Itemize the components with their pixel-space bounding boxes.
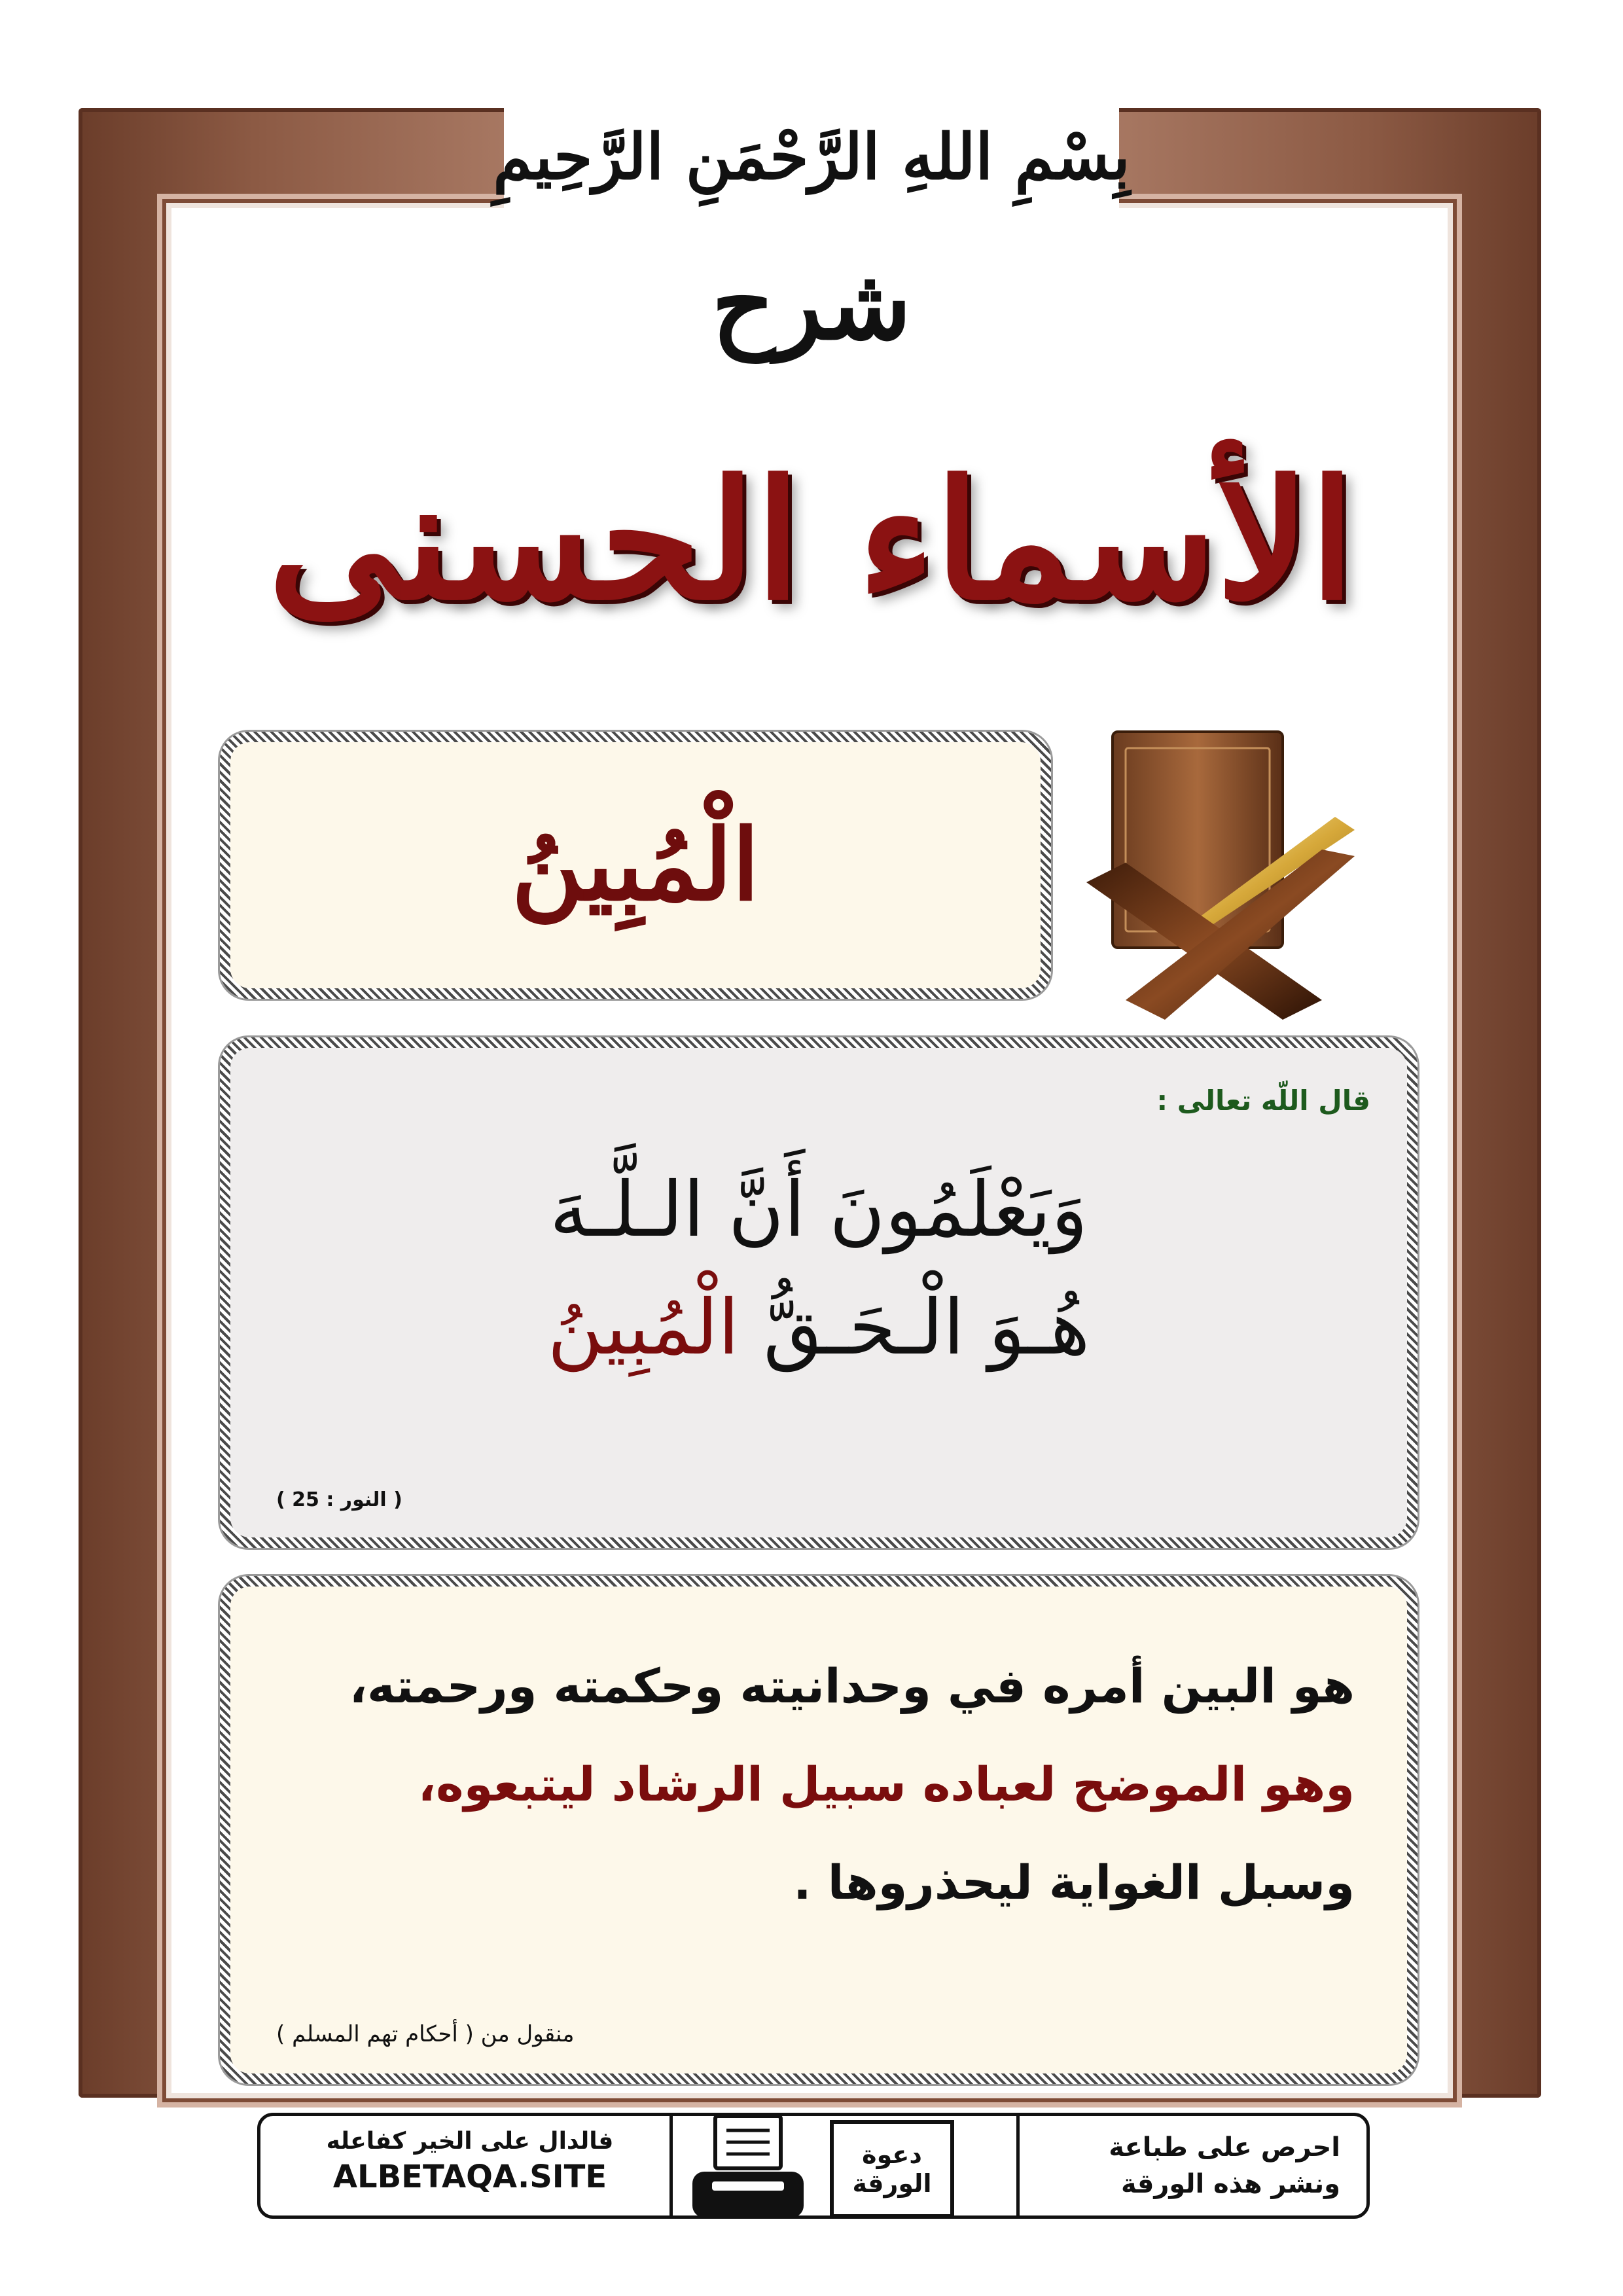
explanation-card-inner bbox=[230, 1587, 1407, 2073]
footer-divider bbox=[1016, 2116, 1020, 2215]
print-note-line-2: ونشر هذه الورقة bbox=[1120, 2169, 1340, 2199]
name-card-inner bbox=[230, 742, 1041, 988]
bismillah-calligraphy: بِسْمِ اللهِ الرَّحْمَنِ الرَّحِيمِ bbox=[493, 120, 1130, 194]
explanation-source: منقول من ( أحكام تهم المسلم ) bbox=[276, 2021, 575, 2047]
name-card bbox=[220, 732, 1051, 999]
series-title: الأسماء الحسنى bbox=[268, 444, 1355, 636]
verse-card bbox=[220, 1037, 1418, 1548]
verse-highlighted-name: الْمُبِينُ bbox=[547, 1283, 740, 1372]
explanation-line-3: وسبل الغواية ليحذروها . bbox=[793, 1855, 1355, 1910]
verse-line-2 bbox=[230, 1283, 1407, 1372]
verse-line-1: وَيَعْلَمُونَ أَنَّ الـلَّـهَ bbox=[549, 1166, 1088, 1254]
explanation-card bbox=[220, 1576, 1418, 2084]
verse-line-2-text: هُـوَ الْـحَـقُّ bbox=[739, 1283, 1090, 1372]
footer-site[interactable]: ALBETAQA.SITE bbox=[332, 2159, 607, 2195]
explanation-line-1: هو البين أمره في وحدانيته وحكمته ورحمته، bbox=[349, 1659, 1355, 1713]
print-note bbox=[1033, 2129, 1340, 2202]
footer-bar bbox=[257, 2113, 1370, 2219]
explanation-line-2: وهو الموضح لعباده سبيل الرشاد ليتبعوه، bbox=[418, 1757, 1355, 1812]
sharh-heading: شرح bbox=[711, 247, 912, 362]
print-note-line-1: احرص على طباعة bbox=[1109, 2132, 1340, 2162]
verse-card-inner bbox=[230, 1048, 1407, 1537]
printer-icon bbox=[686, 2109, 810, 2227]
divine-name: الْمُبِينُ bbox=[511, 808, 760, 923]
footer-slogan: فالدال على الخير كفاعله bbox=[326, 2128, 614, 2155]
quran-on-stand-icon bbox=[1086, 719, 1361, 1026]
verse-reference: ( النور : 25 ) bbox=[276, 1488, 402, 1511]
logo-text-line-1: دعوة bbox=[862, 2140, 922, 2169]
footer-slogan-area bbox=[287, 2128, 653, 2195]
verse-intro: قال اللّه تعالى : bbox=[1156, 1085, 1370, 1117]
dawa-logo bbox=[830, 2120, 954, 2218]
footer-divider bbox=[669, 2116, 673, 2215]
logo-text-line-2: الورقة bbox=[852, 2169, 932, 2198]
